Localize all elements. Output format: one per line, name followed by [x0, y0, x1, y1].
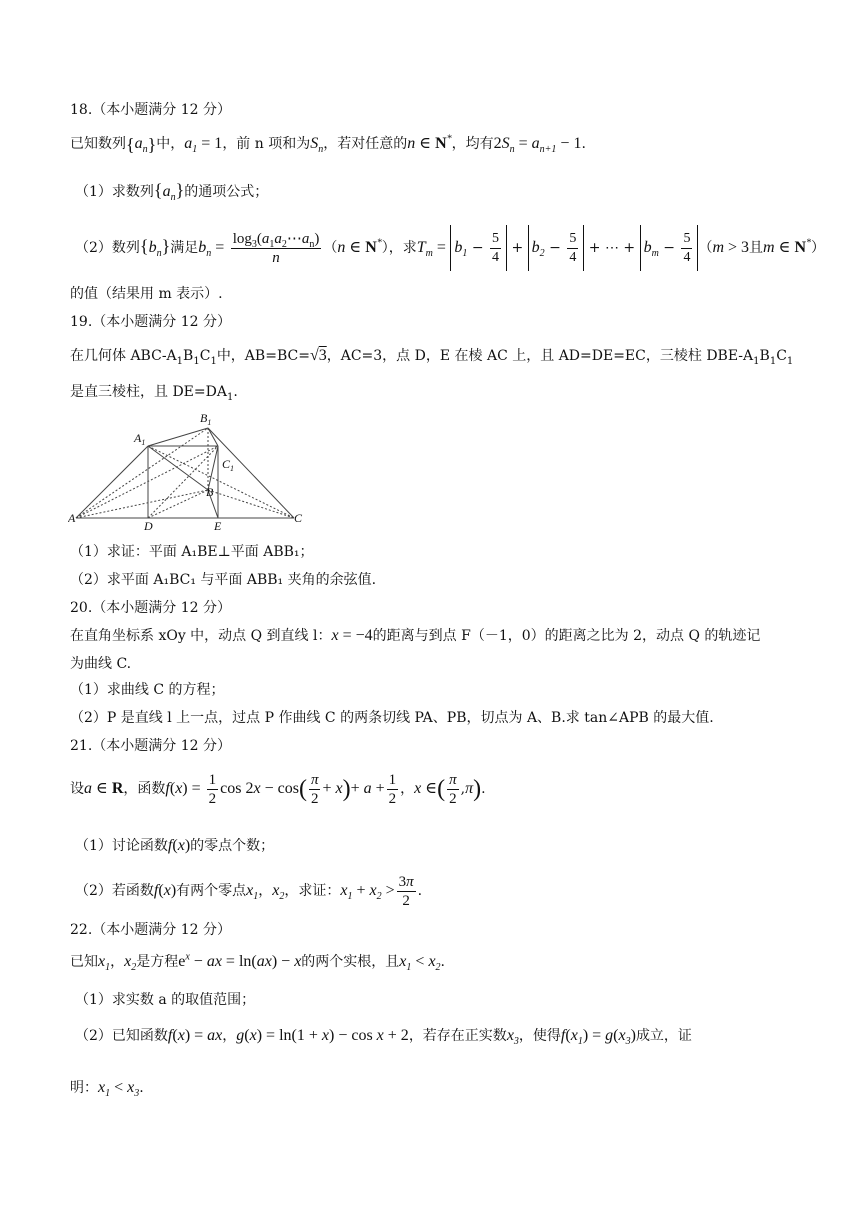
q22-part2: （2）已知函数f(x) = ax，g(x) = ln(1 + x) − cos x + 2，若存在正实数$x_3$，使得$f(x_1) = g(x_3)$成立，证: [75, 1027, 692, 1048]
q22-header: 22.（本小题满分 12 分）: [70, 922, 231, 938]
q19-header: 19.（本小题满分 12 分）: [70, 314, 231, 330]
q18-part1: （1）求数列$\{a_n\}$的通项公式；: [75, 180, 269, 204]
label-A: A: [68, 511, 76, 525]
q19-part2: （2）求平面 A₁BC₁ 与平面 ABB₁ 夹角的余弦值.: [70, 572, 377, 588]
q20-stem-line1: 在直角坐标系 xOy 中，动点 Q 到直线 l：x = −4的距离与到点 F（－1，0）的距离之比为 2，动点 Q 的轨迹记: [70, 627, 761, 644]
q21-header: 21.（本小题满分 12 分）: [70, 738, 231, 754]
q22-part1: （1）求实数 a 的取值范围；: [75, 992, 256, 1008]
q18-part2: （2）数列$\{b_n\}$满足$b_n$ = $\frac{\log_3(a_1a_2\cdots a_n)}{n}$ （n ∈ N*），求$T_m = b_1$ − $\frac{5}{4}$ + $b_2$ − $\frac{5}{4}$ + ⋯ + $b_m$ − $\frac{5}{4}$ （m > 3且m ∈ N*）: [75, 222, 825, 270]
q22-stem: 已知$x_1$，$x_2$是方程$e^x$ − ax = ln(ax) − x的两个实根，且$x_1 < x_2$.: [70, 951, 445, 974]
q18-stem: 已知数列$\{a_n\}$中，$a_1 = 1$，前 n 项和为$S_n$，若对任意的n ∈ N*，均有$2S_n = a_{n+1} - 1$.: [70, 133, 586, 156]
q19-stem-line2: 是直三棱柱，且 $DE=DA_1$.: [70, 384, 238, 403]
label-E: E: [214, 519, 222, 533]
q18-part2-tail: 的值（结果用 m 表示）.: [70, 286, 223, 302]
label-D: D: [144, 519, 153, 533]
q20-header: 20.（本小题满分 12 分）: [70, 600, 231, 616]
q20-part2: （2）P 是直线 l 上一点，过点 P 作曲线 C 的两条切线 PA、PB，切点为 A、B.求 tan∠APB 的最大值.: [70, 710, 714, 726]
q20-stem-line2: 为曲线 C.: [70, 656, 132, 672]
label-C: C: [294, 511, 303, 525]
label-B: B: [206, 485, 214, 499]
q21-stem: 设a ∈ R，函数f(x) = $\frac{1}{2}$ cos 2x − cos( $\frac{\pi}{2}$ + x)+ a + $\frac{1}{2}$ ，x ∈( $\frac{\pi}{2}$ ,π).: [70, 771, 486, 807]
q19-stem-line1: 在几何体 ABC-$A_1B_1C_1$中，AB=BC=√3，AC=3，点 D，E 在棱 AC 上，且 AD=DE=EC，三棱柱 DBE-$A_1B_1C_1$: [70, 347, 794, 367]
q19-part1: （1）求证：平面 A₁BE⊥平面 ABB₁；: [70, 544, 314, 560]
q22-part2-tail: 明：$x_1 < x_3$.: [70, 1079, 144, 1100]
q18-header: 18.（本小题满分 12 分）: [70, 102, 231, 118]
q21-part2: （2）若函数f(x)有两个零点$x_1$，$x_2$，求证：$x_1 + x_2$ > $\frac{3\pi}{2}$ .: [75, 873, 423, 909]
label-B1: $B_1$: [200, 411, 212, 427]
label-C1: $C_1$: [222, 457, 235, 473]
q20-part1: （1）求曲线 C 的方程；: [70, 682, 225, 698]
q21-part1: （1）讨论函数f(x)的零点个数；: [75, 837, 275, 854]
label-A1: $A_1$: [134, 431, 146, 447]
prism-figure: [68, 408, 308, 536]
